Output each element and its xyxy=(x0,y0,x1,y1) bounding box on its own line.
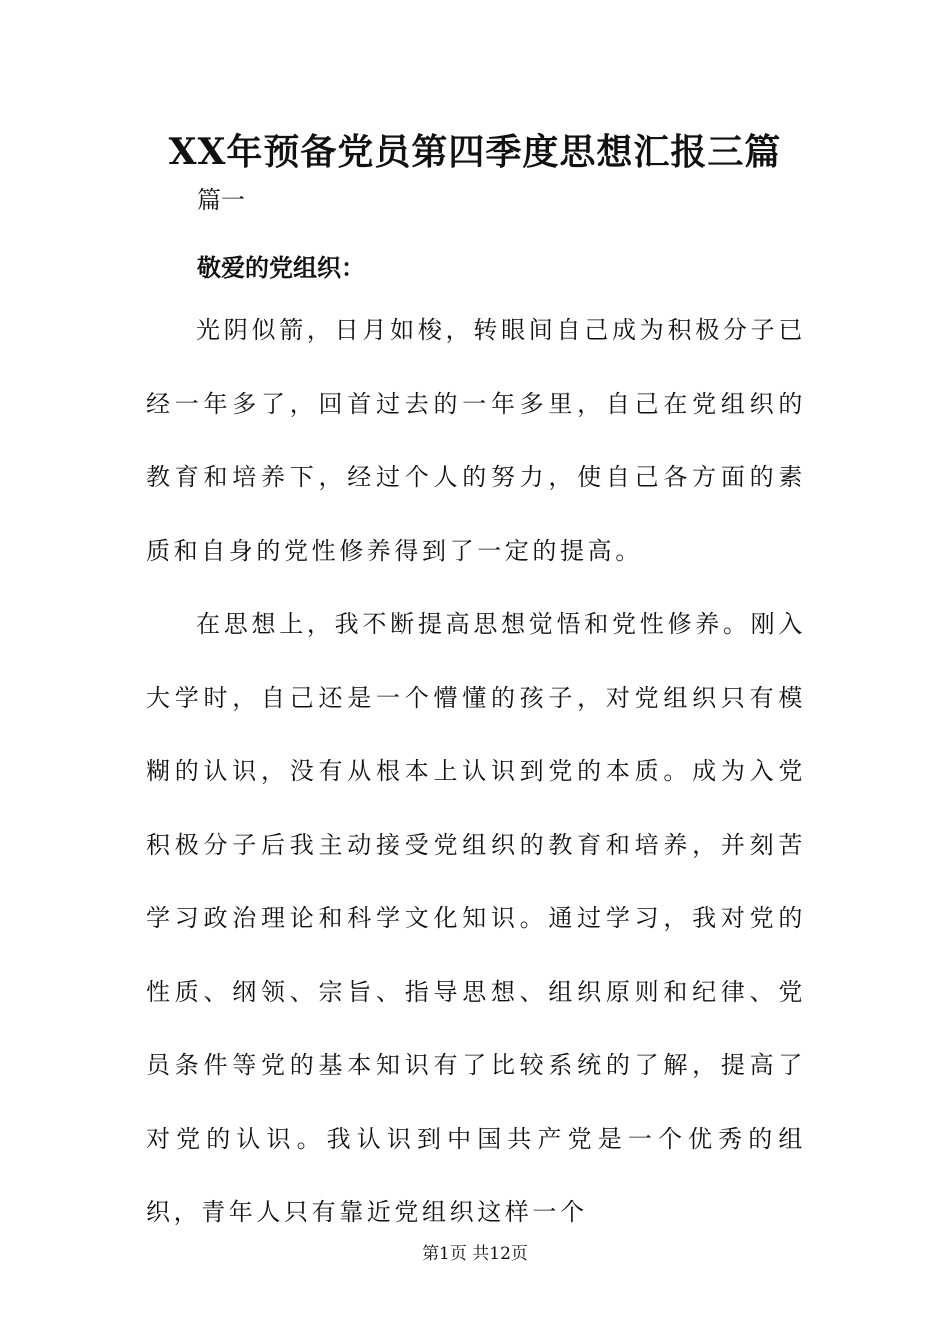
section-label: 篇一 xyxy=(197,186,245,214)
document-title: XX年预备党员第四季度思想汇报三篇 xyxy=(168,131,782,173)
body-paragraph: 在思想上，我不断提高思想觉悟和党性修养。刚入大学时，自己还是一个懵懂的孩子，对党组织只有模糊的认识，没有从根本上认识到党的本质。成为入党积极分子后我主动接受党组织的教育和培养，并刻苦学习政治理论和科学文化知识。通过学习，我对党的性质、纲领、宗旨、指导思想、组织原则和纪律、党员条件等党的基本知识有了比较系统的了解，提高了对党的认识。我认识到中国共产党是一个优秀的组织，青年人只有靠近党组织这样一个 xyxy=(146,610,806,1226)
page-number-footer: 第1页 共12页 xyxy=(422,1244,528,1264)
salutation: 敬爱的党组织： xyxy=(197,253,365,282)
body-paragraph: 光阴似箭，日月如梭，转眼间自己成为积极分子已经一年多了，回首过去的一年多里，自己在党组织的教育和培养下，经过个人的努力，使自己各方面的素质和自身的党性修养得到了一定的提高。 xyxy=(146,316,806,565)
